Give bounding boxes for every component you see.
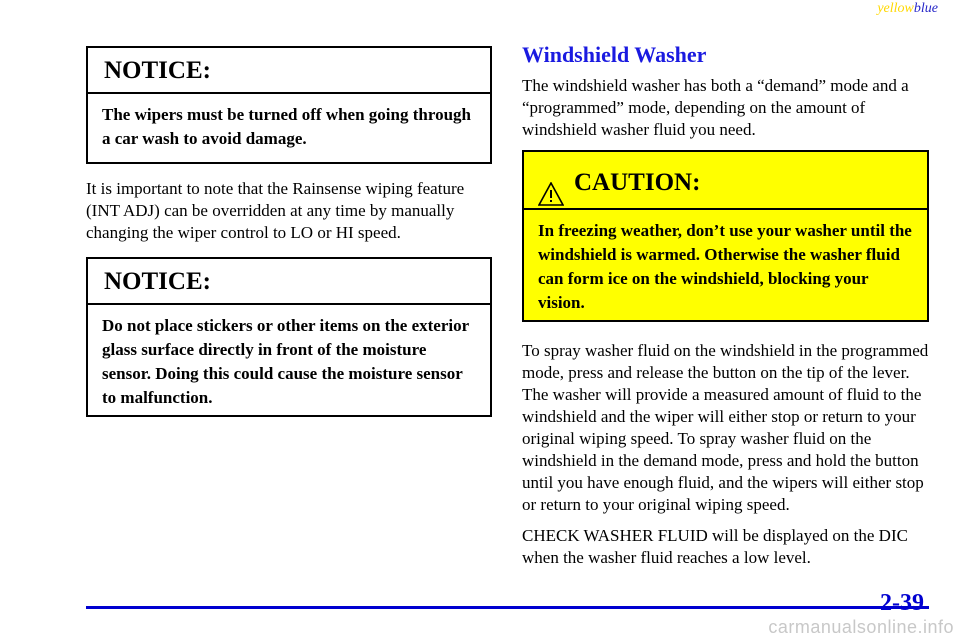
caution-header bbox=[524, 152, 927, 210]
tag-yellow: yellow bbox=[877, 1, 914, 16]
tag-blue: blue bbox=[913, 1, 938, 16]
page-number: 2-39 bbox=[880, 590, 924, 616]
header-color-tag bbox=[877, 1, 938, 17]
paragraph-spray-instructions: To spray washer fluid on the windshield in the programmed mode, press and release the button on the tip of the lever. The washer will provide a measured amount of fluid to the windshield and the wiper will either stop or return to your original wiping speed. To spray washer fluid on the windshield in the demand mode, press and hold the button until you have enough fluid, and the wipers will either stop or return to your original wiping speed. bbox=[522, 341, 929, 514]
caution-heading: CAUTION: bbox=[574, 169, 701, 196]
caution-body: In freezing weather, don’t use your washer until the windshield is warmed. Otherwise the washer fluid can form ice on the windshield, blocking your vision. bbox=[538, 221, 912, 312]
paragraph-check-fluid: CHECK WASHER FLUID will be displayed on the DIC when the washer fluid reaches a low level. bbox=[522, 526, 908, 567]
notice-body: The wipers must be turned off when going through a car wash to avoid damage. bbox=[102, 105, 472, 148]
notice-box-car-wash bbox=[86, 46, 492, 164]
watermark: carmanualsonline.info bbox=[768, 617, 954, 637]
notice-heading: NOTICE: bbox=[88, 48, 490, 94]
paragraph-rainsense: It is important to note that the Rainsense wiping feature (INT ADJ) can be overridden at any time by manually changing the wiper control to LO or HI speed. bbox=[86, 179, 465, 242]
paragraph-washer-modes: The windshield washer has both a “demand” mode and a “programmed” mode, depending on the amount of windshield washer fluid you need. bbox=[522, 76, 909, 139]
caution-box-freezing bbox=[522, 150, 929, 322]
notice-heading: NOTICE: bbox=[88, 259, 490, 305]
notice-box-stickers bbox=[86, 257, 492, 417]
section-title: Windshield Washer bbox=[522, 42, 707, 67]
footer-rule bbox=[86, 606, 929, 609]
notice-body: Do not place stickers or other items on the exterior glass surface directly in front of the moisture sensor. Doing this could cause the moisture sensor to malfunction. bbox=[102, 316, 469, 407]
